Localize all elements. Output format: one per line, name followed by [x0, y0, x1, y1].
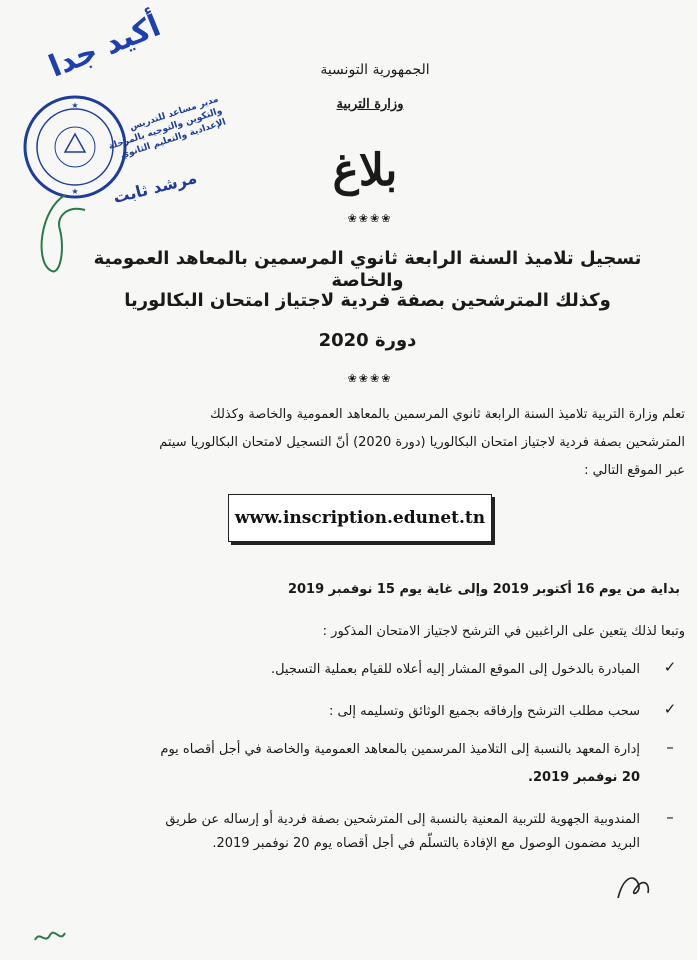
notice-title: بلاغ	[332, 145, 398, 196]
ornament-top: ❀❀❀❀	[347, 212, 393, 225]
website-box	[228, 494, 492, 542]
stamp-name: مرشد ثابت	[111, 167, 199, 208]
heading-line-2: وكذلك المترشحين بصفة فردية لاجتياز امتحان البكالوريا	[124, 290, 611, 311]
svg-text:★: ★	[71, 101, 79, 110]
delivery-item	[60, 738, 680, 792]
ornament-bottom: ❀❀❀❀	[347, 372, 393, 385]
delivery-text-line-2: 20 نوفمبر 2019.	[528, 770, 640, 785]
delivery-text-line-2: البريد مضمون الوصول مع الإفادة بالتسلّم في أجل أقصاه يوم 20 نوفمبر 2019.	[212, 836, 640, 851]
website-link[interactable]: www.inscription.edunet.tn	[234, 508, 486, 528]
initials-signature	[608, 858, 658, 908]
header-country: الجمهورية التونسية	[320, 62, 430, 78]
step-text: المبادرة بالدخول إلى الموقع المشار إليه أعلاه للقيام بعملية التسجيل.	[270, 662, 640, 677]
header-ministry: وزارة التربية	[336, 97, 404, 112]
heading-year: دورة 2020	[318, 330, 417, 351]
step-item	[60, 658, 680, 684]
dash-icon: –	[666, 808, 674, 826]
step-text: سحب مطلب الترشح وإرفاقه بجميع الوثائق وتسليمه إلى :	[329, 704, 640, 719]
intro-line-3: عبر الموقع التالي :	[584, 463, 685, 478]
delivery-text-line-1: المندوبية الجهوية للتربية المعنية بالنسبة إلى المترشحين بصفة فردية أو إرساله عن طريق	[165, 812, 640, 827]
delivery-text-line-1: إدارة المعهد بالنسبة إلى التلاميذ المرسمين بالمعاهد العمومية والخاصة في أجل أقصاه يوم	[160, 742, 640, 757]
registration-period: بداية من يوم 16 أكتوبر 2019 وإلى غاية يوم 15 نوفمبر 2019	[287, 582, 680, 597]
page-mark	[30, 915, 70, 955]
delivery-item	[60, 808, 680, 862]
checkmark-icon: ✓	[663, 700, 677, 718]
intro-line-1: تعلم وزارة التربية تلاميذ السنة الرابعة ثانوي المرسمين بالمعاهد العمومية والخاصة وكذلك	[210, 407, 685, 422]
handwritten-note: أكيد جدا	[44, 8, 166, 85]
heading-line-1: تسجيل تلاميذ السنة الرابعة ثانوي المرسمين بالمعاهد العمومية والخاصة	[93, 248, 642, 291]
signature-stamp: مدير مساعد للتدريس والتكوين والتوجيه بالمرحلة الإعدادية والتعليم الثانوي	[107, 94, 228, 161]
svg-text:★: ★	[71, 187, 79, 196]
intro-line-2: المترشحين بصفة فردية لاجتياز امتحان البكالوريا (دورة 2020) أنّ التسجيل لامتحان البكالوريا سيتم	[159, 435, 685, 450]
checkmark-icon: ✓	[663, 658, 677, 676]
dash-icon: –	[666, 738, 674, 756]
step-item	[60, 700, 680, 726]
requirement-intro: وتبعا لذلك يتعين على الراغبين في الترشح لاجتياز الامتحان المذكور :	[322, 624, 685, 639]
